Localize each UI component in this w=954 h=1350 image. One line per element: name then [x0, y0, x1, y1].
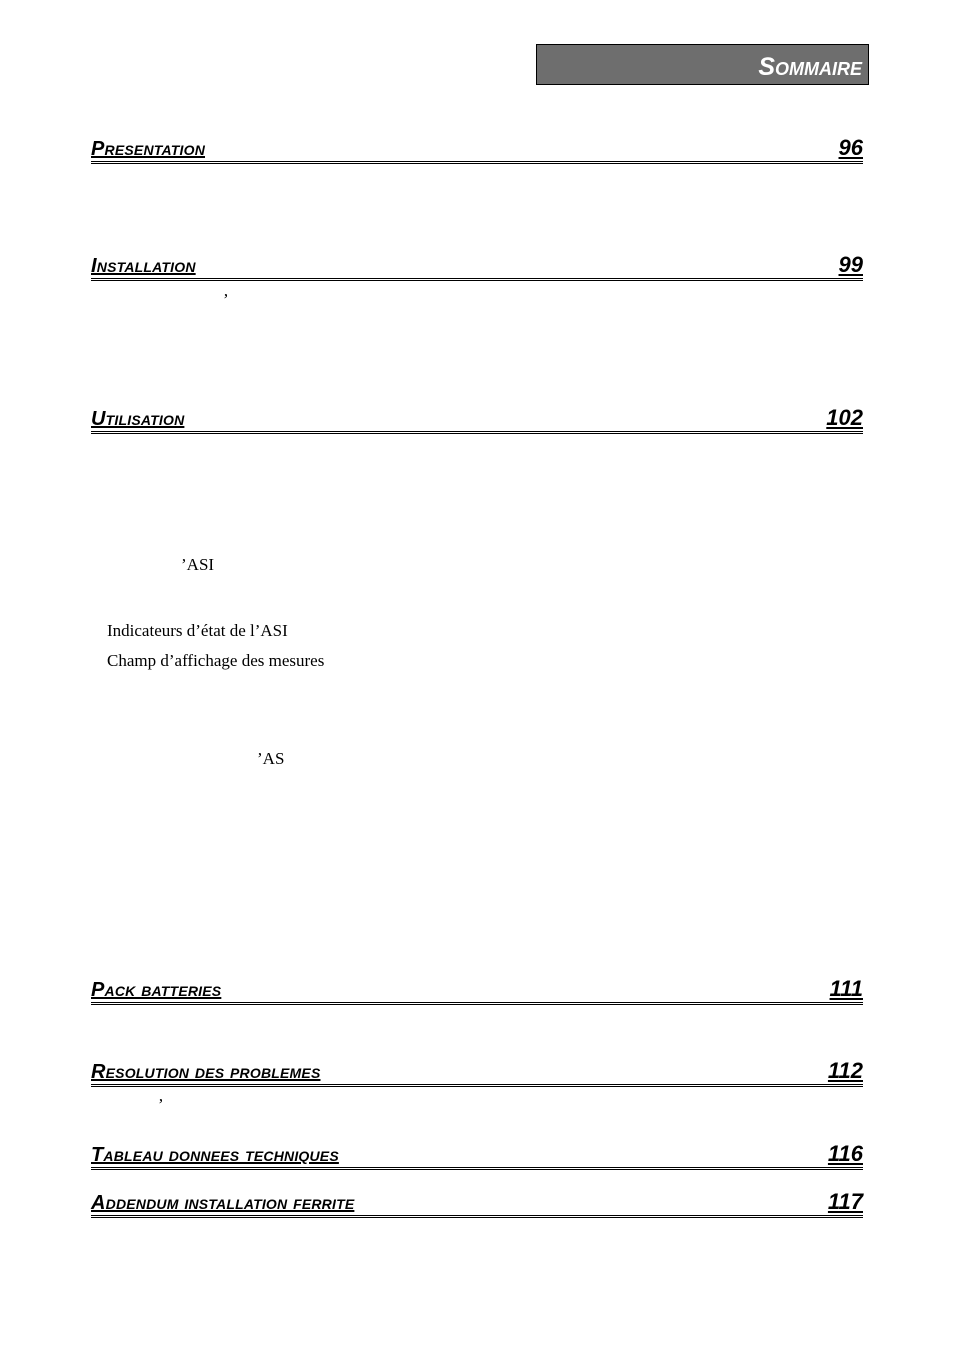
toc-label: Installation — [91, 255, 196, 277]
toc-entry-utilisation[interactable] — [91, 406, 863, 434]
toc-entry-installation[interactable] — [91, 253, 863, 281]
toc-label: Utilisation — [91, 408, 185, 430]
toc-page-number: 111 — [829, 976, 863, 1001]
toc-label: Presentation — [91, 138, 205, 160]
subsection-status-indicators[interactable]: Indicateurs d’état de l’ASI — [107, 621, 288, 640]
toc-entry-presentation[interactable] — [91, 136, 863, 164]
toc-entry-tableau-donnees[interactable] — [91, 1142, 863, 1170]
toc-label: Tableau donnees techniques — [91, 1144, 339, 1166]
toc-label: Addendum installation ferrite — [91, 1192, 355, 1214]
text-fragment: ’AS — [257, 749, 285, 768]
toc-entry-addendum-ferrite[interactable] — [91, 1190, 863, 1218]
toc-entry-resolution-problemes[interactable] — [91, 1059, 863, 1087]
toc-entry-pack-batteries[interactable] — [91, 977, 863, 1005]
toc-label: Resolution des problemes — [91, 1061, 321, 1083]
text-fragment: ’ — [223, 290, 229, 309]
toc-page-number: 99 — [838, 252, 863, 277]
toc-page-number: 96 — [838, 135, 863, 160]
toc-page-number: 112 — [827, 1058, 863, 1083]
toc-page-number: 102 — [826, 405, 863, 430]
text-fragment: ’ASI — [181, 555, 215, 574]
toc-page-number: 117 — [827, 1189, 863, 1214]
text-fragment: ’ — [158, 1095, 164, 1114]
page-title: Sommaire — [536, 44, 869, 85]
toc-page-number: 116 — [827, 1141, 863, 1166]
subsection-measurement-display[interactable]: Champ d’affichage des mesures — [107, 651, 325, 670]
toc-label: Pack batteries — [91, 979, 222, 1001]
